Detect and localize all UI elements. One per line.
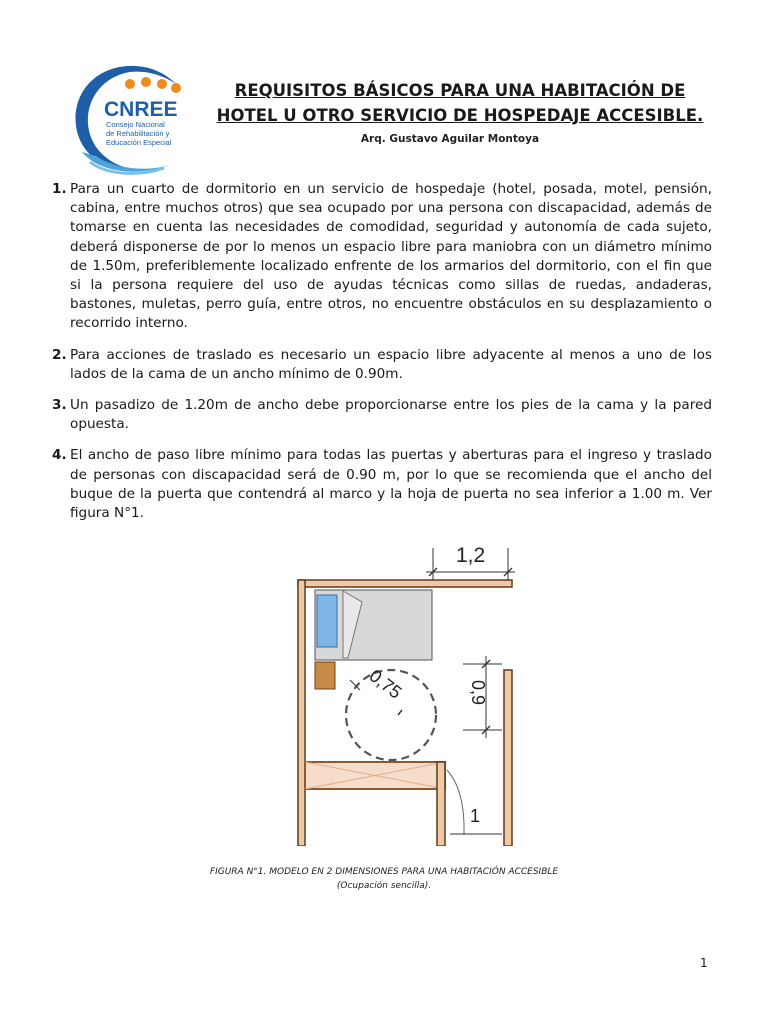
- dim-side-label: 0,9: [468, 680, 488, 706]
- list-item: [52, 346, 712, 384]
- item-text: El ancho de paso libre mínimo para todas las puertas y aberturas para el ingreso y traslado de personas con discapacidad será de 0.90 m, por lo que se recomienda que el ancho del buque de la puerta que contendrá al marco y la hoja de puerta no sea inferior a 1.00 m. Ver figura N°1.: [70, 447, 712, 522]
- list-item: [52, 180, 712, 334]
- title-line-1: REQUISITOS BÁSICOS PARA UNA HABITACIÓN DE: [234, 81, 686, 100]
- logo-subtitle-2: de Rehabilitación y: [106, 129, 170, 138]
- logo-name: CNREE: [104, 98, 178, 121]
- caption-line-2: (Ocupación sencilla).: [336, 881, 432, 891]
- dim-door-label: 1: [470, 806, 481, 826]
- pillow: [317, 595, 337, 647]
- page-number: 1: [700, 956, 708, 970]
- floor-plan-figure: [290, 540, 522, 846]
- item-number: 4.: [52, 447, 67, 464]
- author: Arq. Gustavo Aguilar Montoya: [360, 133, 540, 145]
- item-number: 1.: [52, 181, 67, 197]
- wardrobe-side-wall: [437, 762, 445, 846]
- cnree-logo: [68, 60, 200, 178]
- nightstand: [315, 662, 335, 689]
- left-wall: [298, 580, 305, 846]
- item-number: 2.: [52, 346, 67, 363]
- top-wall: [298, 580, 512, 587]
- right-wall: [504, 670, 512, 846]
- title-line-2: HOTEL U OTRO SERVICIO DE HOSPEDAJE ACCESIBLE.: [216, 106, 704, 125]
- list-item: [52, 446, 712, 523]
- item-text: Para acciones de traslado es necesario un espacio libre adyacente al menos a uno de los lados de la cama de un ancho mínimo de 0.90m.: [70, 346, 712, 382]
- logo-subtitle-1: Consejo Nacional: [106, 120, 165, 129]
- document-title: [200, 78, 720, 128]
- caption-line-1: FIGURA N°1. MODELO EN 2 DIMENSIONES PARA UNA HABITACIÓN ACCESIBLE: [209, 867, 559, 877]
- figure-caption: [120, 865, 648, 893]
- dim-radius-label: 0,75: [365, 665, 406, 703]
- item-number: 3.: [52, 397, 67, 414]
- item-text: Un pasadizo de 1.20m de ancho debe proporcionarse entre los pies de la cama y la pared opuesta.: [70, 397, 712, 433]
- item-text: Para un cuarto de dormitorio en un servicio de hospedaje (hotel, posada, motel, pensión, cabina, entre muchos otros) que sea ocupado por una persona con discapacidad, además de tomarse en cuenta las necesidades de comodidad, seguridad y autonomía de cada sujeto, deberá disponerse de por lo menos un espacio libre para maniobra con un diámetro mínimo de 1.50m, preferiblemente localizado enfrente de los armarios del dormitorio, con el fin que si la persona requiere del uso de ayudas técnicas como sillas de ruedas, andaderas, bastones, muletas, perro guía, entre otros, no encuentre obstáculos en su desplazamiento o recorrido interno.: [70, 181, 712, 332]
- list-item: [52, 396, 712, 434]
- requirements-list: [52, 180, 712, 535]
- logo-subtitle-3: Educación Especial: [106, 138, 172, 147]
- dim-top-label: 1,2: [456, 544, 486, 567]
